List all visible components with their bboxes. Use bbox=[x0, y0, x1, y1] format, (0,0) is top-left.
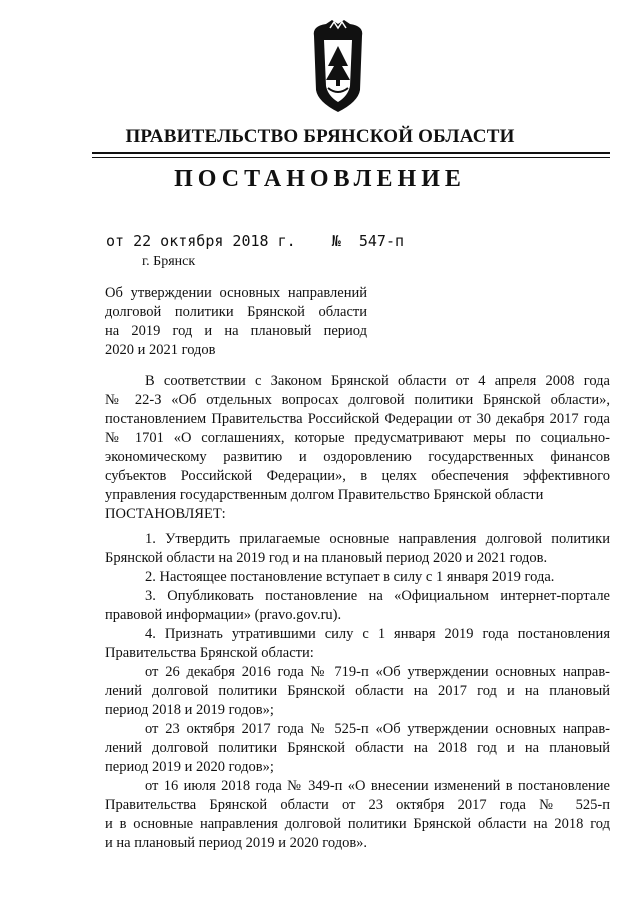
item-line: правовой информации» (pravo.gov.ru). bbox=[105, 607, 342, 623]
resolution-items bbox=[105, 530, 610, 853]
item-line: период 2018 и 2019 годов»; bbox=[105, 702, 274, 718]
subject-line: Об утверждении основных направлений bbox=[105, 285, 367, 301]
item-line: 2. Настоящее постановление вступает в силу с 1 января 2019 года. bbox=[145, 569, 555, 585]
document-subject bbox=[105, 284, 367, 360]
subject-line: долговой политики Брянской области bbox=[105, 304, 367, 320]
preamble-line: постановлением Правительства Российской Федерации от 30 декабря 2017 года bbox=[105, 411, 610, 427]
item-line: и на плановый период 2019 и 2020 годов». bbox=[105, 835, 368, 851]
header-rule-thin bbox=[92, 157, 610, 158]
document-date-number: от 22 октября 2018 г. № 547-п bbox=[106, 232, 405, 250]
item-line: от 26 декабря 2016 года № 719-п «Об утверждении основных направ- bbox=[145, 664, 610, 680]
item-line: от 23 октября 2017 года № 525-п «Об утверждении основных направ- bbox=[145, 721, 610, 737]
resolution-keyword: ПОСТАНОВЛЯЕТ: bbox=[105, 506, 226, 522]
item-line: Правительства Брянской области: bbox=[105, 645, 314, 661]
subject-line: 2020 и 2021 годов bbox=[105, 342, 216, 358]
item-line: Правительства Брянской области от 23 октября 2017 года № 525-п bbox=[105, 797, 610, 813]
item-line: 1. Утвердить прилагаемые основные направления долговой политики bbox=[145, 531, 610, 547]
item-line: Брянской области на 2019 год и на плановый период 2020 и 2021 годов. bbox=[105, 550, 548, 566]
organization-heading: ПРАВИТЕЛЬСТВО БРЯНСКОЙ ОБЛАСТИ bbox=[125, 126, 515, 147]
document-city: г. Брянск bbox=[142, 254, 196, 269]
item-line: период 2019 и 2020 годов»; bbox=[105, 759, 274, 775]
document-type-title: ПОСТАНОВЛЕНИЕ bbox=[174, 166, 466, 192]
preamble-line: В соответствии с Законом Брянской области от 4 апреля 2008 года bbox=[145, 373, 610, 389]
item-line: лений долговой политики Брянской области на 2018 год и на плановый bbox=[105, 740, 610, 756]
coat-of-arms-emblem bbox=[302, 16, 374, 116]
preamble-line: управления государственным долгом Правительство Брянской области bbox=[105, 487, 544, 503]
subject-line: на 2019 год и на плановый период bbox=[105, 323, 367, 339]
preamble-line: № 22-З «Об отдельных вопросах долговой политики Брянской области», bbox=[105, 392, 610, 408]
header-rule-thick bbox=[92, 152, 610, 154]
item-line: 4. Признать утратившими силу с 1 января 2019 года постановления bbox=[145, 626, 610, 642]
preamble-line: субъектов Российской Федерации», в целях обеспечения эффективного bbox=[105, 468, 610, 484]
item-line: от 16 июля 2018 года № 349-п «О внесении изменений в постановление bbox=[145, 778, 610, 794]
item-line: и в основные направления долговой политики Брянской области на 2018 год bbox=[105, 816, 610, 832]
preamble-line: экономическому развитию и оздоровлению государственных финансов bbox=[105, 449, 610, 465]
item-line: 3. Опубликовать постановление на «Официальном интернет-портале bbox=[145, 588, 610, 604]
item-line: лений долговой политики Брянской области на 2017 год и на плановый bbox=[105, 683, 610, 699]
preamble-paragraph bbox=[105, 372, 610, 524]
preamble-line: № 1701 «О соглашениях, которые предусматривают меры по социально- bbox=[105, 430, 610, 446]
